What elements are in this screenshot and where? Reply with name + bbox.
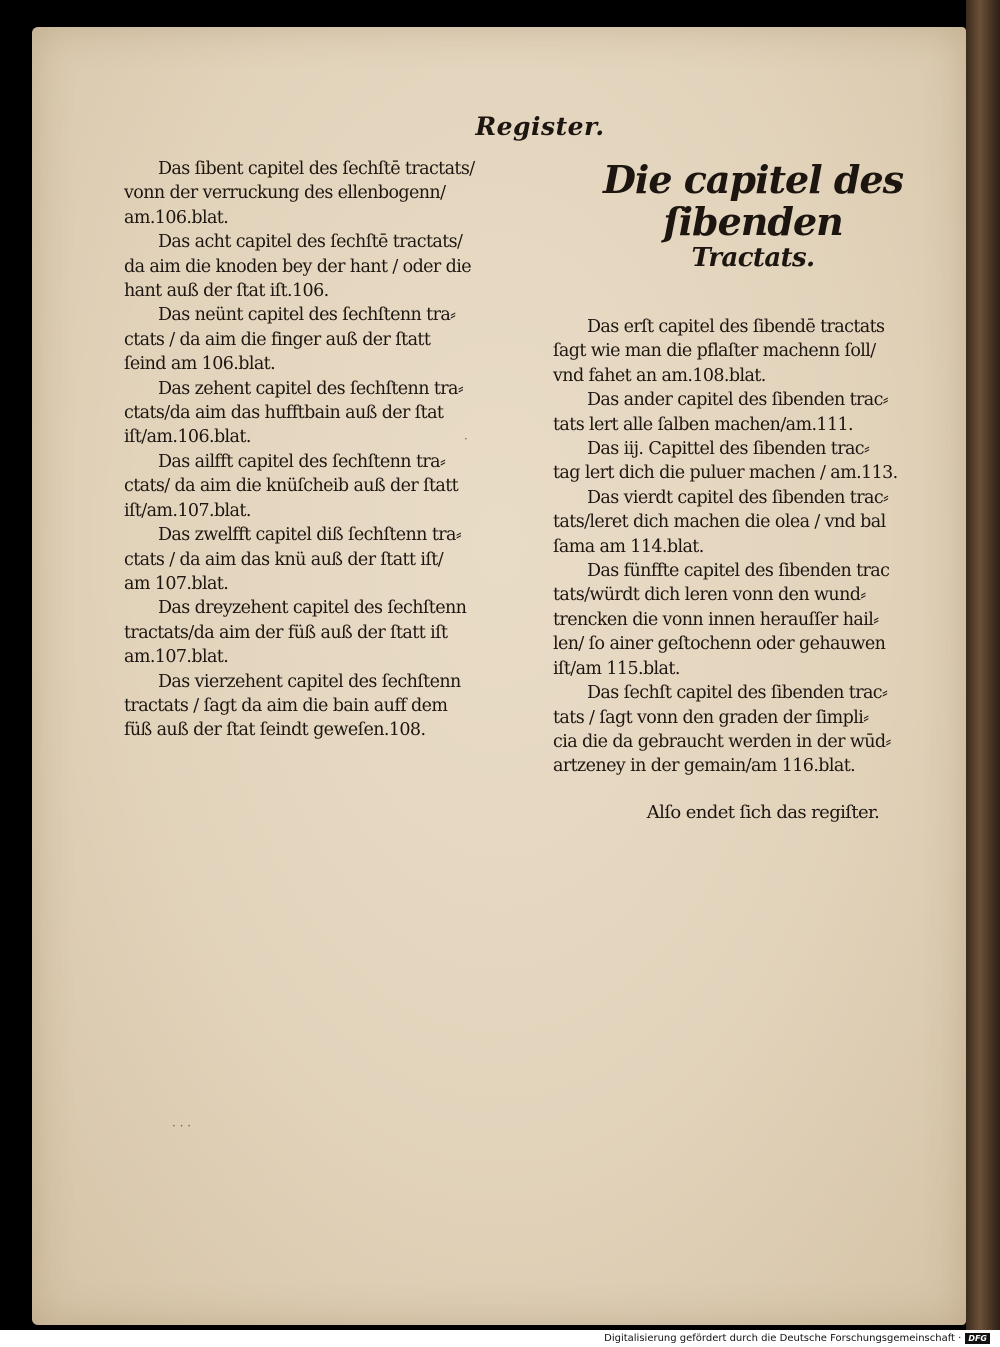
register-entry <box>124 157 544 230</box>
register-entry <box>553 486 953 559</box>
entry-line: am.107.blat. <box>124 647 229 668</box>
entry-line: iſt/am.106.blat. <box>124 427 251 448</box>
entry-line: Das ander capitel des ſibenden trac⸗ <box>587 390 889 411</box>
entry-line: ctats/da aim das hufftbain auß der ſtat <box>124 403 444 424</box>
entry-line: len/ ſo ainer geſtochenn oder gehauwen <box>553 634 886 655</box>
entry-line: ſagt wie man die pflaſter machenn ſoll/ <box>553 341 876 362</box>
entry-line: vonn der verruckung des ellenbogenn/ <box>124 183 446 204</box>
digitization-footer <box>0 1330 1000 1347</box>
entry-line: ſama am 114.blat. <box>553 536 704 557</box>
register-entry <box>553 681 953 779</box>
ink-speck: · · · <box>172 1119 192 1133</box>
entry-line: tats lert alle ſalben machen/am.111. <box>553 414 853 435</box>
entry-line: Das zwelfft capitel diß ſechſtenn tra⸗ <box>158 525 462 546</box>
left-column <box>124 157 544 743</box>
right-column <box>553 157 953 825</box>
entry-line: ctats / da aim die finger auß der ſtatt <box>124 329 431 350</box>
entry-line: Das ſibent capitel des ſechſtē tractats/ <box>158 159 475 179</box>
register-entry <box>553 315 953 388</box>
register-entry <box>124 670 544 743</box>
section-heading: Die capitel des ſibenden <box>602 157 904 244</box>
entry-line: cia die da gebraucht werden in der wūd⸗ <box>553 731 891 752</box>
register-entry <box>553 559 953 681</box>
book-spine <box>966 0 1000 1330</box>
entry-line: tats / ſagt vonn den graden der ſimpli⸗ <box>553 707 869 728</box>
entry-line: am.106.blat. <box>124 207 229 228</box>
entry-line: Das erſt capitel des ſibendē tractats <box>587 317 885 337</box>
entry-line: iſt/am.107.blat. <box>124 500 251 521</box>
entry-line: tats/leret dich machen die olea / vnd bal <box>553 512 886 533</box>
entry-line: hant auß der ſtat iſt.106. <box>124 281 329 302</box>
entry-line: füß auß der ſtat ſeindt geweſen.108. <box>124 720 426 741</box>
entry-line: Das ſechſt capitel des ſibenden trac⸗ <box>587 683 888 704</box>
entry-line: vnd fahet an am.108.blat. <box>553 365 766 386</box>
section-heading-subtitle: Tractats. <box>691 243 815 273</box>
book-page <box>32 27 966 1325</box>
entry-line: trencken die vonn innen herauſſer hail⸗ <box>553 609 879 630</box>
entry-line: ctats/ da aim die knüſcheib auß der ſtatt <box>124 476 459 497</box>
entry-line: Das dreyzehent capitel des ſechſtenn <box>158 598 467 619</box>
entry-line: tractats/da aim der füß auß der ſtatt iſt <box>124 622 448 643</box>
entry-line: tats/würdt dich leren vonn den wund⸗ <box>553 585 866 606</box>
entry-line: Das ailfft capitel des ſechſtenn tra⸗ <box>158 451 446 472</box>
ink-speck: · <box>464 432 468 446</box>
entry-line: am 107.blat. <box>124 573 229 594</box>
register-entry <box>124 377 544 450</box>
entry-line: da aim die knoden bey der hant / oder die <box>124 256 472 277</box>
closing-line: Alſo endet ſich das regiſter. <box>646 801 880 823</box>
entry-line: Das fünffte capitel des ſibenden trac <box>587 561 890 582</box>
running-head: Register. <box>475 112 605 141</box>
register-entry <box>124 596 544 669</box>
footer-credit: Digitalisierung gefördert durch die Deutsche Forschungsgemeinschaft · <box>604 1333 962 1344</box>
entry-line: iſt/am 115.blat. <box>553 658 680 679</box>
entry-line: ctats / da aim das knü auß der ſtatt iſt/ <box>124 549 443 570</box>
entry-line: Das vierdt capitel des ſibenden trac⸗ <box>587 487 889 508</box>
entry-line: Das vierzehent capitel des ſechſtenn <box>158 671 461 692</box>
register-entry <box>553 388 953 437</box>
entry-line: Das acht capitel des ſechſtē tractats/ <box>158 232 463 253</box>
entry-line: artzeney in der gemain/am 116.blat. <box>553 756 856 777</box>
dfg-logo-icon: DFG <box>965 1333 990 1344</box>
register-entry <box>124 303 544 376</box>
entry-line: ſeind am 106.blat. <box>124 354 276 375</box>
entry-line: Das neünt capitel des ſechſtenn tra⸗ <box>158 305 456 326</box>
register-entry <box>553 437 953 486</box>
entry-line: Das iij. Capittel des ſibenden trac⸗ <box>587 439 870 460</box>
entry-line: Das zehent capitel des ſechſtenn tra⸗ <box>158 378 464 399</box>
register-entry <box>124 523 544 596</box>
entry-line: tag lert dich die puluer machen / am.113. <box>553 463 898 484</box>
right-entries <box>553 315 953 779</box>
register-entry <box>124 230 544 303</box>
entry-line: tractats / ſagt da aim die bain auff dem <box>124 695 448 716</box>
register-entry <box>124 450 544 523</box>
